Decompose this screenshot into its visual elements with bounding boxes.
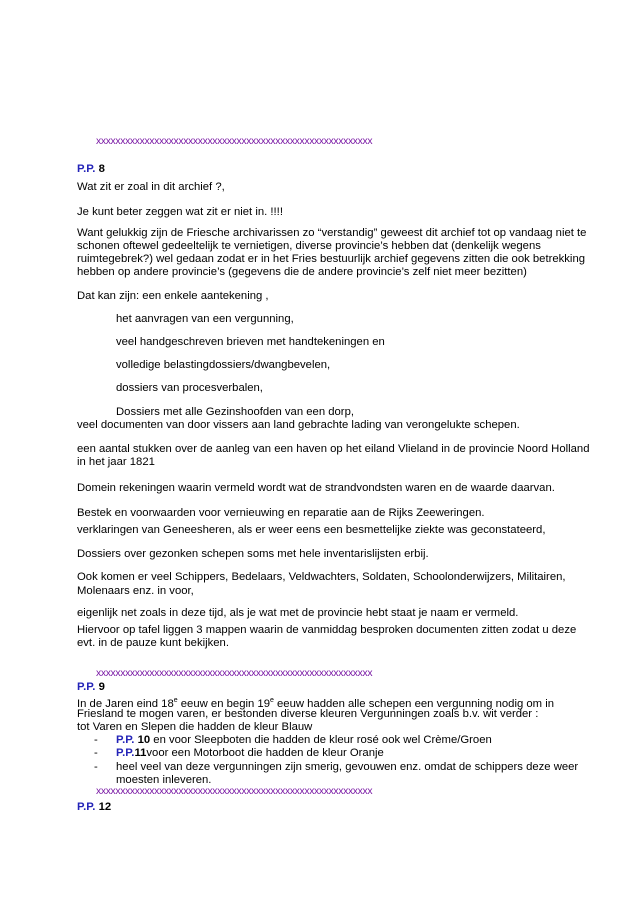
paragraph-line: Friesland te mogen varen, er bestonden diverse kleuren Vergunningen zoals b.v. wit verder : — [77, 708, 539, 720]
indented-item: volledige belastingdossiers/dwangbevelen, — [116, 359, 331, 371]
indented-item: Dossiers met alle Gezinshoofden van een dorp, — [116, 406, 354, 418]
pp-prefix: P.P. — [116, 734, 135, 746]
separator-line: xxxxxxxxxxxxxxxxxxxxxxxxxxxxxxxxxxxxxxxxxxxxxxxxxxxxxxxxx — [96, 136, 373, 147]
paragraph-line: Molenaars enz. in voor, — [77, 585, 194, 597]
paragraph: Dat kan zijn: een enkele aantekening , — [77, 290, 269, 302]
text: eeuw hadden alle schepen een vergunning nodig om in — [273, 697, 555, 710]
paragraph: Domein rekeningen waarin vermeld wordt wat de strandvondsten waren en de waarde daarvan. — [77, 482, 555, 494]
pp-number: 10 — [137, 734, 151, 746]
bullet-text: voor een Motorboot die hadden de kleur Oranje — [146, 747, 384, 759]
pp-prefix: P.P. — [77, 801, 96, 813]
paragraph-line: Hiervoor op tafel liggen 3 mappen waarin de vanmiddag besproken documenten zitten zodat u deze — [77, 624, 577, 636]
dash-marker: - — [94, 734, 98, 746]
section-heading-pp8 — [77, 163, 105, 176]
bullet-item — [116, 734, 492, 747]
indented-item: het aanvragen van een vergunning, — [116, 313, 294, 325]
bullet-item-line: heel veel van deze vergunningen zijn smerig, gevouwen enz. omdat de schippers deze weer — [116, 761, 579, 773]
text: In de Jaren eind 18 — [77, 697, 174, 710]
bullet-text: en voor Sleepboten die hadden de kleur rosé ook wel Crème/Groen — [150, 734, 492, 746]
paragraph-line: hebben op andere provincie’s (gegevens die de andere provincie’s zelf niet meer bezitten) — [77, 266, 527, 278]
paragraph-line: een aantal stukken over de aanleg van een haven op het eiland Vlieland in de provincie Noord Holland — [77, 443, 590, 455]
section-heading-pp12 — [77, 801, 111, 814]
section-heading-pp9 — [77, 681, 105, 694]
paragraph: veel documenten van door vissers aan land gebrachte lading van verongelukte schepen. — [77, 419, 520, 431]
paragraph-line: ruimtegebrek?) wel gedaan zodat er in het Fries bestuurlijk archief gegevens zitten die ook betrekking — [77, 253, 586, 265]
paragraph: Je kunt beter zeggen wat zit er niet in. !!!! — [77, 206, 283, 218]
superscript: e — [269, 697, 274, 704]
paragraph: Wat zit er zoal in dit archief ?, — [77, 181, 225, 193]
paragraph: eigenlijk net zoals in deze tijd, als je wat met de provincie hebt staat je naam er vermeld. — [77, 607, 519, 619]
pp-prefix: P.P. — [116, 747, 135, 759]
text: eeuw en begin 19 — [177, 697, 270, 710]
paragraph-line: tot Varen en Slepen die hadden de kleur Blauw — [77, 721, 313, 733]
paragraph-line: in het jaar 1821 — [77, 456, 155, 468]
bullet-item — [116, 747, 384, 760]
paragraph: Dossiers over gezonken schepen soms met hele inventarislijsten erbij. — [77, 548, 429, 560]
separator-line: xxxxxxxxxxxxxxxxxxxxxxxxxxxxxxxxxxxxxxxxxxxxxxxxxxxxxxxxx — [96, 786, 373, 797]
pp-number: 11 — [134, 747, 147, 759]
paragraph: verklaringen van Geneesheren, als er weer eens een besmettelijke ziekte was geconstateerd, — [77, 524, 546, 536]
dash-marker: - — [94, 747, 98, 759]
pp-prefix: P.P. — [77, 163, 96, 175]
separator-line: xxxxxxxxxxxxxxxxxxxxxxxxxxxxxxxxxxxxxxxxxxxxxxxxxxxxxxxxx — [96, 668, 373, 679]
pp-number: 9 — [98, 681, 105, 693]
indented-item: veel handgeschreven brieven met handtekeningen en — [116, 336, 385, 348]
pp-number: 8 — [98, 163, 105, 175]
paragraph-line: schonen oftewel gedeeltelijk te vernietigen, diverse provincie’s hebben dat (denkelijk wegens — [77, 240, 541, 252]
pp-prefix: P.P. — [77, 681, 96, 693]
paragraph: Bestek en voorwaarden voor vernieuwing en reparatie aan de Rijks Zeeweringen. — [77, 507, 485, 519]
paragraph-line: Ook komen er veel Schippers, Bedelaars, Veldwachters, Soldaten, Schoolonderwijzers, Militairen, — [77, 571, 566, 583]
bullet-item-line: moesten inleveren. — [116, 774, 212, 786]
paragraph-line: Want gelukkig zijn de Friesche archivarissen zo “verstandig” geweest dit archief tot op vandaag niet te — [77, 227, 587, 239]
paragraph-line: evt. in de pauze kunt bekijken. — [77, 637, 229, 649]
dash-marker: - — [94, 761, 98, 773]
indented-item: dossiers van procesverbalen, — [116, 382, 263, 394]
superscript: e — [173, 697, 178, 704]
pp-number: 12 — [98, 801, 112, 813]
